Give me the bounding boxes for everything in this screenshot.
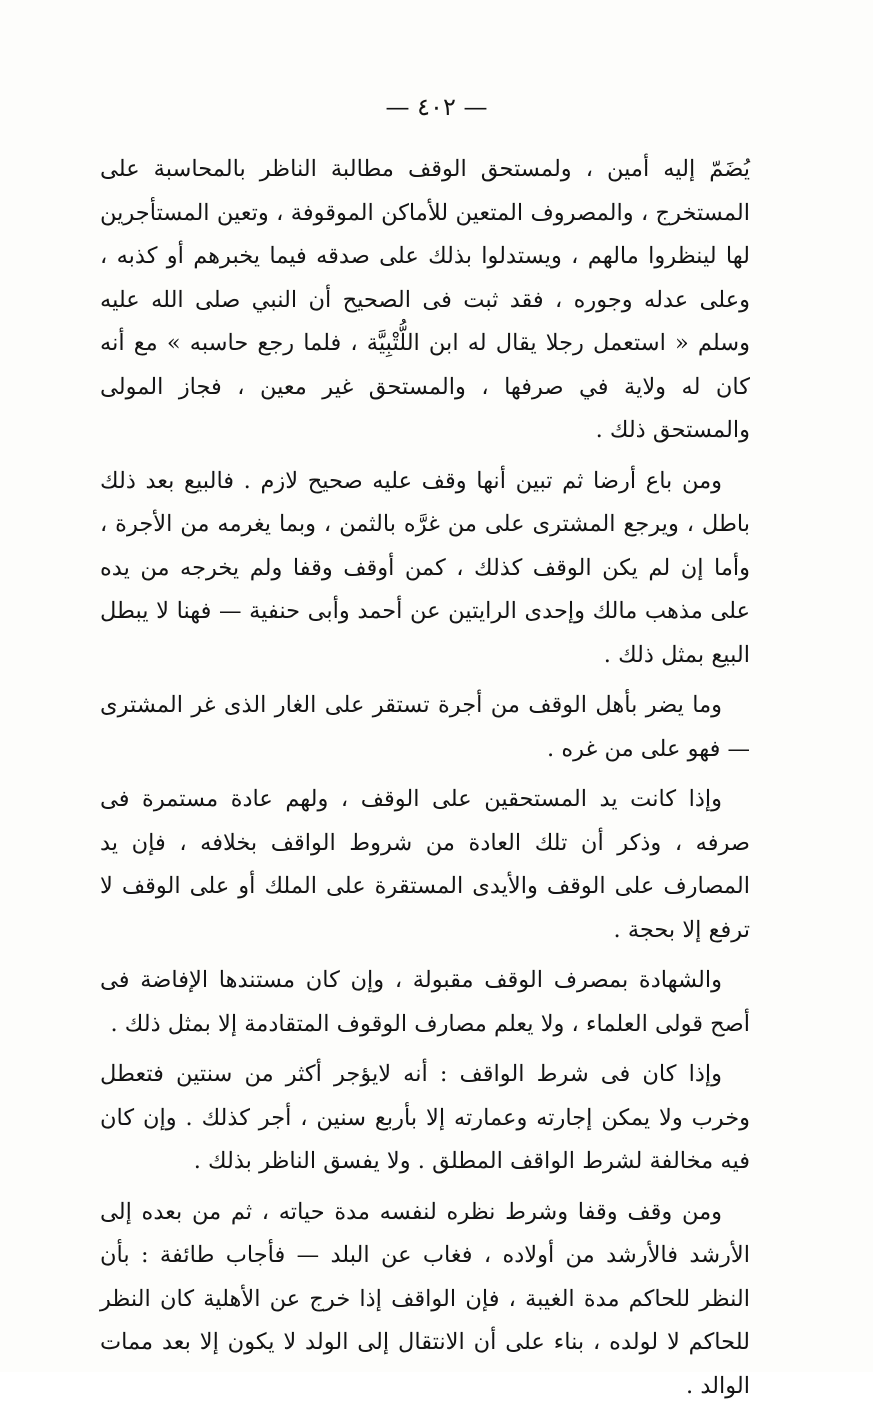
page-number: — ٤٠٢ — [385,93,488,121]
paragraph-3: وما يضر بأهل الوقف من أجرة تستقر على الغار الذى غر المشترى — فهو على من غره . [100,692,750,762]
paragraph-1: يُضَمّ إليه أمين ، ولمستحق الوقف مطالبة الناظر بالمحاسبة على المستخرج ، والمصروف المتعين للأماكن الموقوفة ، وتعين المستأجرين لها لينظروا مالهم ، ويستدلوا بذلك على صدقه فيما يخبرهم أو كذبه ، وعلى عدله وجوره ، فقد ثبت فى الصحيح أن النبي صلى الله عليه وسلم « استعمل رجلا يقال له ابن اللُّتْبِيَّة ، فلما رجع حاسبه » مع أنه كان له ولاية في صرفها ، والمستحق غير معين ، فجاز المولى والمستحق ذلك . [100,156,750,443]
paragraph-2: ومن باع أرضا ثم تبين أنها وقف عليه صحيح لازم . فالبيع بعد ذلك باطل ، ويرجع المشترى على من غرَّه بالثمن ، وبما يغرمه من الأجرة ، وأما إن لم يكن الوقف كذلك ، كمن أوقف وقفا ولم يخرجه من يده على مذهب مالك وإحدى الرايتين عن أحمد وأبى حنفية — فهنا لا يبطل البيع بمثل ذلك . [100,467,750,668]
paragraph-6: وإذا كان فى شرط الواقف : أنه لايؤجر أكثر من سنتين فتعطل وخرب ولا يمكن إجارته وعمارته إلا بأربع سنين ، أجر كذلك . وإن كان فيه مخالفة لشرط الواقف المطلق . ولا يفسق الناظر بذلك . [100,1061,750,1174]
paragraph-7: ومن وقف وقفا وشرط نظره لنفسه مدة حياته ، ثم من بعده إلى الأرشد فالأرشد من أولاده ، فغاب عن البلد — فأجاب طائفة : بأن النظر للحاكم مدة الغيبة ، فإن الواقف إذا خرج عن الأهلية كان النظر للحاكم لا لولده ، بناء على أن الانتقال إلى الولد لا يكون إلا بعد ممات الوالد . [100,1198,750,1399]
body-text [100,148,750,1415]
paragraph-5: والشهادة بمصرف الوقف مقبولة ، وإن كان مستندها الإفاضة فى أصح قولى العلماء ، ولا يعلم مصارف الوقوف المتقادمة إلا بمثل ذلك . [100,967,750,1037]
paragraph-4: وإذا كانت يد المستحقين على الوقف ، ولهم عادة مستمرة فى صرفه ، وذكر أن تلك العادة من شروط الواقف بخلافه ، فإن يد المصارف على الوقف والأيدى المستقرة على الملك أو على الوقف لا ترفع إلا بحجة . [100,786,750,943]
